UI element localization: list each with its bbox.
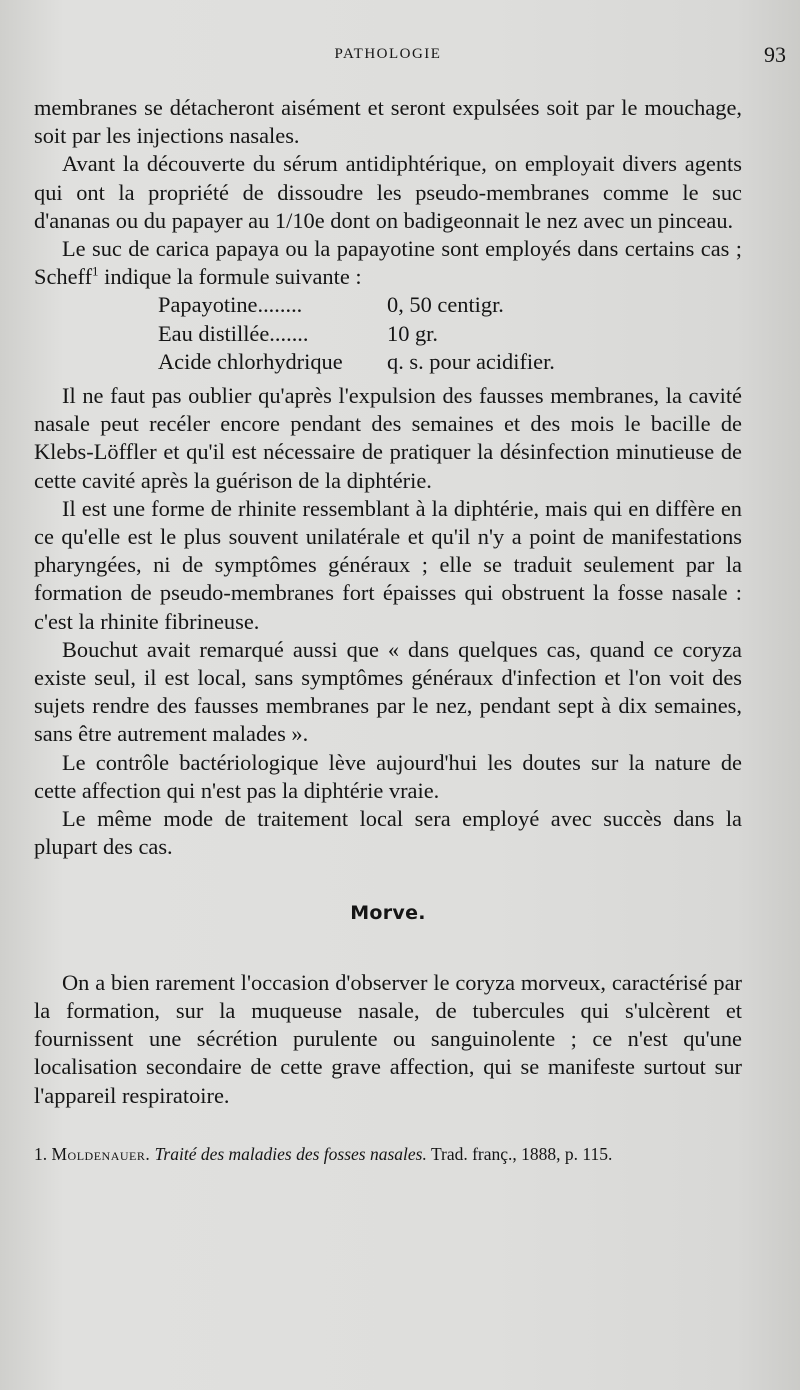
body-text	[34, 94, 742, 1110]
formula-dose: 0, 50 centigr.	[387, 292, 504, 318]
paragraph-6: Bouchut avait remarqué aussi que « dans quelques cas, quand ce coryza existe seul, il est local, sans symptômes généraux d'infection et l'on voit des sujets rendre des fausses membranes par le nez, pendant sept à dix semaines, sans être autrement malades ».	[34, 636, 742, 747]
footnote-title: Traité des maladies des fosses nasales.	[154, 1143, 427, 1164]
footnote	[34, 1144, 742, 1164]
running-head	[34, 0, 786, 67]
paragraph-3-text: Le suc de carica papaya ou la papayotine sont employés dans certains cas ; Scheff	[34, 236, 742, 290]
paragraph-8: Le même mode de traitement local sera employé avec succès dans la plupart des cas.	[34, 806, 742, 860]
paragraph-2: Avant la découverte du sérum antidiphtérique, on employait divers agents qui ont la propriété de dissoudre les pseudo-membranes comme le suc d'ananas ou du papayer au 1/10e dont on badigeonnait le nez avec un pinceau.	[34, 151, 742, 233]
footnote-number: 1.	[34, 1143, 48, 1164]
footnote-author: Moldenauer.	[51, 1143, 151, 1164]
formula-ingredient: Papayotine........	[158, 292, 303, 318]
formula-row	[158, 291, 742, 319]
formula-ingredient: Eau distillée.......	[158, 320, 309, 346]
page-number: 93	[764, 42, 786, 67]
paragraph-3	[34, 235, 742, 291]
paragraph-7: Le contrôle bactériologique lève aujourd'hui les doutes sur la nature de cette affection qui n'est pas la diphtérie vraie.	[34, 749, 742, 803]
formula-dose: 10 gr.	[387, 320, 439, 346]
footnote-details: Trad. franç., 1888, p. 115.	[430, 1143, 613, 1164]
paragraph-3-text-end: indique la formule suivante :	[98, 264, 362, 290]
running-title: PATHOLOGIE	[334, 46, 442, 62]
paragraph-9: On a bien rarement l'occasion d'observer le coryza morveux, caractérisé par la formation, sur la muqueuse nasale, de tubercules qui s'ulcèrent et fournissent une sécrétion purulente ou sanguinolente ; ce n'est qu'une localisation secondaire de cette grave affection, qui se manifeste surtout sur l'appareil respiratoire.	[34, 969, 742, 1108]
section-title: Morve.	[350, 902, 426, 925]
formula-row	[158, 320, 742, 348]
formula-row	[158, 348, 742, 376]
formula-block	[158, 291, 742, 376]
formula-ingredient: Acide chlorhydrique	[158, 348, 343, 374]
footnote-reference: 1	[92, 263, 99, 279]
paragraph-4: Il ne faut pas oublier qu'après l'expulsion des fausses membranes, la cavité nasale peut recéler encore pendant des semaines et des mois le bacille de Klebs-Löffler et qu'il est nécessaire de pratiquer la désinfection minutieuse de cette cavité après la guérison de la diphtérie.	[34, 383, 742, 493]
paragraph-1: membranes se détacheront aisément et seront expulsées soit par le mouchage, soit par les injections nasales.	[34, 95, 742, 149]
paragraph-5: Il est une forme de rhinite ressemblant à la diphtérie, mais qui en diffère en ce qu'elle est le plus souvent unilatérale et qu'il n'y a point de manifestations pharyngées, ni de symptômes généraux ; elle se traduit seulement par la formation de pseudo-membranes fort épaisses qui obstruent la fosse nasale : c'est la rhinite fibrineuse.	[34, 495, 742, 634]
formula-dose: q. s. pour acidifier.	[387, 348, 555, 374]
